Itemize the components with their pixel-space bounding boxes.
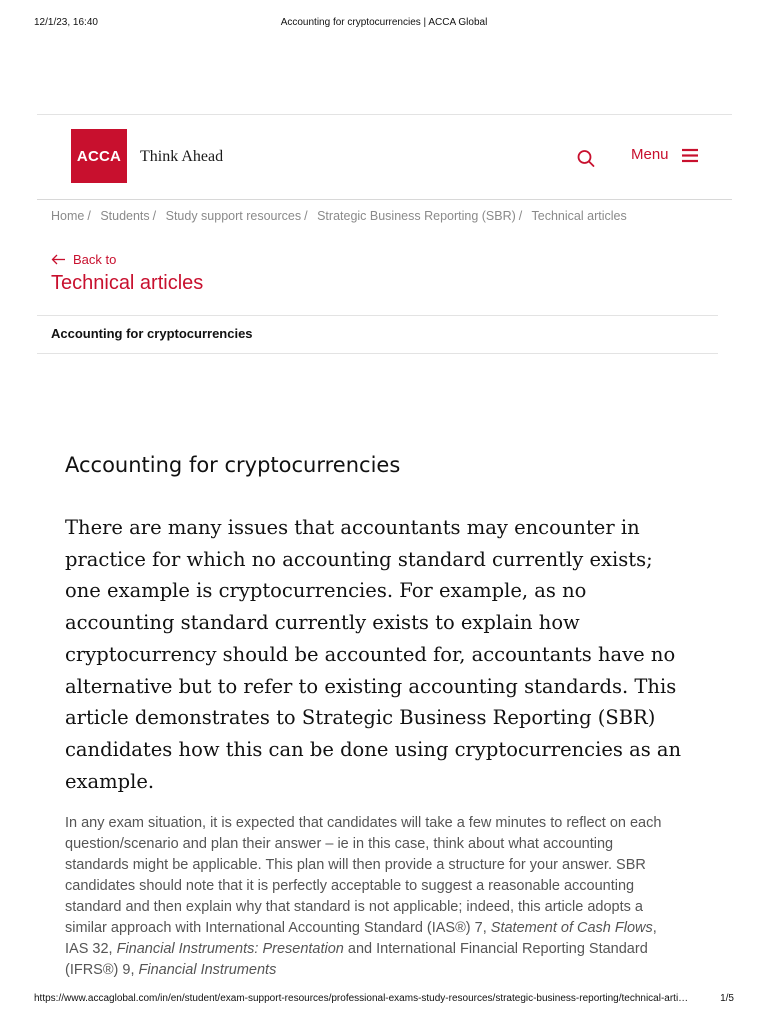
article-title: Accounting for cryptocurrencies bbox=[65, 453, 401, 477]
article-lead: There are many issues that accountants may encounter in practice for which no accounting standard currently exists; one example is cryptocurrencies. For example, as no accounting standard currently exists to explain how cryptocurrency should be accounted for, accountants have no alternative but to refer to existing accounting standards. This article demonstrates to Strategic Business Reporting (SBR) candidates how this can be done using cryptocurrencies as an example. bbox=[65, 516, 682, 793]
breadcrumb-separator: / bbox=[152, 209, 157, 223]
standard-reference: Financial Instruments bbox=[138, 962, 277, 978]
menu-button[interactable] bbox=[631, 146, 699, 163]
print-datetime: 12/1/23, 16:40 bbox=[34, 17, 98, 28]
back-link[interactable] bbox=[51, 252, 116, 267]
standard-reference: Statement of Cash Flows bbox=[490, 920, 653, 936]
search-icon bbox=[575, 147, 597, 169]
article-subnav bbox=[37, 315, 718, 354]
body-text-segment: and International Financial Reporting Standard (IFRS®) 9, bbox=[65, 941, 648, 978]
tagline: Think Ahead bbox=[140, 148, 224, 165]
menu-label: Menu bbox=[631, 146, 669, 163]
breadcrumb bbox=[51, 209, 627, 223]
breadcrumb-sbr[interactable]: Strategic Business Reporting (SBR) bbox=[317, 209, 516, 223]
section-title[interactable]: Technical articles bbox=[51, 272, 204, 294]
article-body-paragraph bbox=[65, 813, 680, 981]
breadcrumb-home[interactable]: Home bbox=[51, 209, 85, 223]
body-text-segment: , IAS 32, bbox=[65, 920, 657, 957]
standard-reference: Financial Instruments: Presentation bbox=[116, 941, 344, 957]
arrow-left-icon bbox=[51, 254, 66, 265]
search-button[interactable] bbox=[575, 147, 597, 169]
acca-logo[interactable] bbox=[71, 129, 127, 183]
site-header bbox=[37, 114, 732, 200]
logo-text: ACCA bbox=[76, 147, 122, 165]
print-footer bbox=[0, 993, 768, 1007]
breadcrumb-students[interactable]: Students bbox=[100, 209, 150, 223]
hamburger-icon bbox=[681, 147, 699, 163]
print-page-title: Accounting for cryptocurrencies | ACCA Global bbox=[280, 17, 488, 28]
breadcrumb-separator: / bbox=[87, 209, 91, 223]
print-page-number: 1/5 bbox=[720, 993, 734, 1004]
body-text-segment: In any exam situation, it is expected that candidates will take a few minutes to reflect on each question/scenario and plan their answer – ie in this case, think about what accounting standards might be applicable. This plan will then provide a structure for your answer. SBR candidates should note that it is perfectly acceptable to suggest a reasonable accounting standard and then explain why that standard is not applicable; indeed, this article adopts a similar approach with International Accounting Standard (IAS®) 7, bbox=[65, 815, 662, 936]
back-link-label: Back to bbox=[73, 252, 117, 267]
print-url: https://www.accaglobal.com/in/en/student/exam-support-resources/professional-exams-study-resources/strategic-business-reporting/technical-arti… bbox=[34, 993, 689, 1004]
breadcrumb-separator: / bbox=[304, 209, 308, 223]
breadcrumb-study-support[interactable]: Study support resources bbox=[165, 209, 302, 223]
print-header bbox=[0, 17, 768, 31]
breadcrumb-technical-articles[interactable]: Technical articles bbox=[531, 209, 627, 223]
subnav-current-article[interactable]: Accounting for cryptocurrencies bbox=[51, 326, 253, 341]
breadcrumb-separator: / bbox=[518, 209, 523, 223]
